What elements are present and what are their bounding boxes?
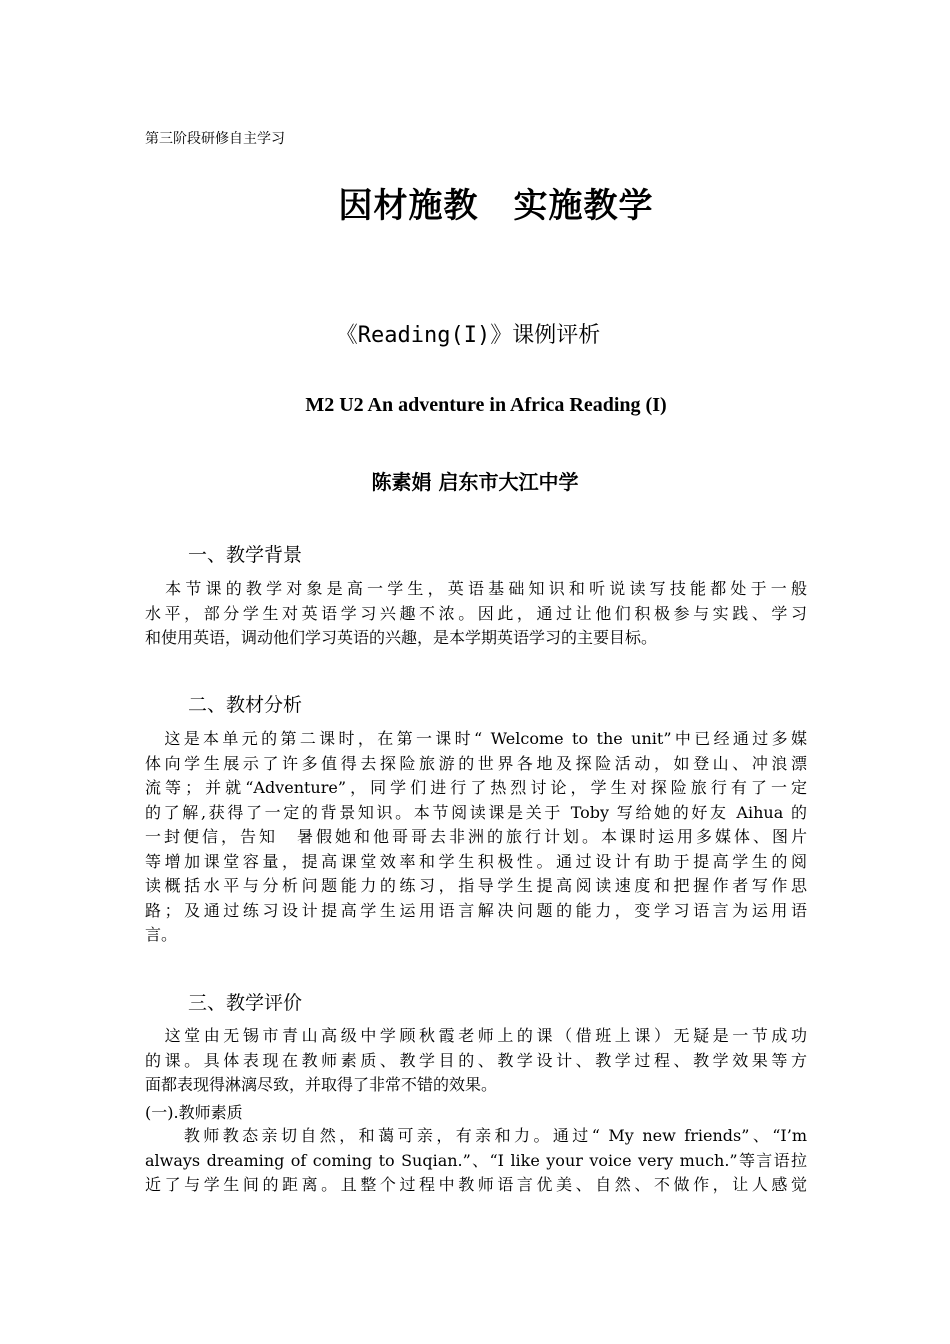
paragraph-line: 教师教态亲切自然，和蔼可亲，有亲和力。通过“ My new friends”、“I’m (145, 1126, 807, 1145)
paragraph-line: 路；及通过练习设计提高学生运用语言解决问题的能力，变学习语言为运用语 (145, 900, 807, 920)
paragraph-line: 的了解,获得了一定的背景知识。本节阅读课是关于 Toby 写给她的好友 Aihua 的 (145, 802, 807, 822)
paragraph-line: 本节课的教学对象是高一学生，英语基础知识和听说读写技能都处于一般 (145, 579, 807, 598)
paragraph-line: always dreaming of coming to Suqian.”、“I like your voice very much.”等言语拉 (145, 1150, 807, 1170)
section-paragraph-background (145, 577, 807, 651)
paragraph-line: 水平，部分学生对英语学习兴趣不浓。因此，通过让他们积极参与实践、学习 (145, 603, 807, 623)
paragraph-line: 一封便信，告知 暑假她和他哥哥去非洲的旅行计划。本课时运用多媒体、图片 (145, 827, 807, 846)
paragraph-line: 的课。具体表现在教师素质、教学目的、教学设计、教学过程、教学效果等方 (145, 1050, 807, 1070)
section-heading-materials: 二、教材分析 (188, 694, 303, 716)
paragraph-line: 言。 (145, 925, 178, 944)
paragraph-line: 和使用英语，调动他们学习英语的兴趣，是本学期英语学习的主要目标。 (145, 628, 658, 647)
section-heading-background: 一、教学背景 (188, 544, 303, 566)
section-paragraph-evaluation (145, 1024, 807, 1098)
document-title: 因材施教 实施教学 (338, 186, 654, 226)
section-heading-evaluation: 三、教学评价 (188, 992, 303, 1014)
paragraph-line: 这堂由无锡市青山高级中学顾秋霞老师上的课（借班上课）无疑是一节成功 (145, 1026, 807, 1045)
paragraph-line: 这是本单元的第二课时，在第一课时“ Welcome to the unit”中已经通过多媒 (145, 729, 807, 748)
subsection-paragraph-teacher (145, 1124, 807, 1198)
paragraph-line: 体向学生展示了许多值得去探险旅游的世界各地及探险活动，如登山、冲浪漂 (145, 753, 807, 773)
document-subtitle: 《Reading(I)》课例评析 (335, 323, 601, 348)
subsection-heading-teacher: (一).教师素质 (145, 1103, 243, 1122)
paragraph-line: 流等；并就“Adventure”，同学们进行了热烈讨论，学生对探险旅行有了一定 (145, 778, 807, 797)
page-header: 第三阶段研修自主学习 (145, 131, 285, 147)
paragraph-line: 等增加课堂容量，提高课堂效率和学生积极性。通过设计有助于提高学生的阅 (145, 851, 807, 871)
paragraph-line: 读概括水平与分析问题能力的练习，指导学生提高阅读速度和把握作者写作思 (145, 876, 807, 895)
section-paragraph-materials (145, 727, 807, 948)
paragraph-line: 面都表现得淋漓尽致，并取得了非常不错的效果。 (145, 1075, 498, 1094)
author-line: 陈素娟 启东市大江中学 (371, 470, 579, 494)
paragraph-line: 近了与学生间的距离。且整个过程中教师语言优美、自然、不做作，让人感觉 (145, 1175, 807, 1194)
unit-title: M2 U2 An adventure in Africa Reading (I) (305, 394, 667, 416)
